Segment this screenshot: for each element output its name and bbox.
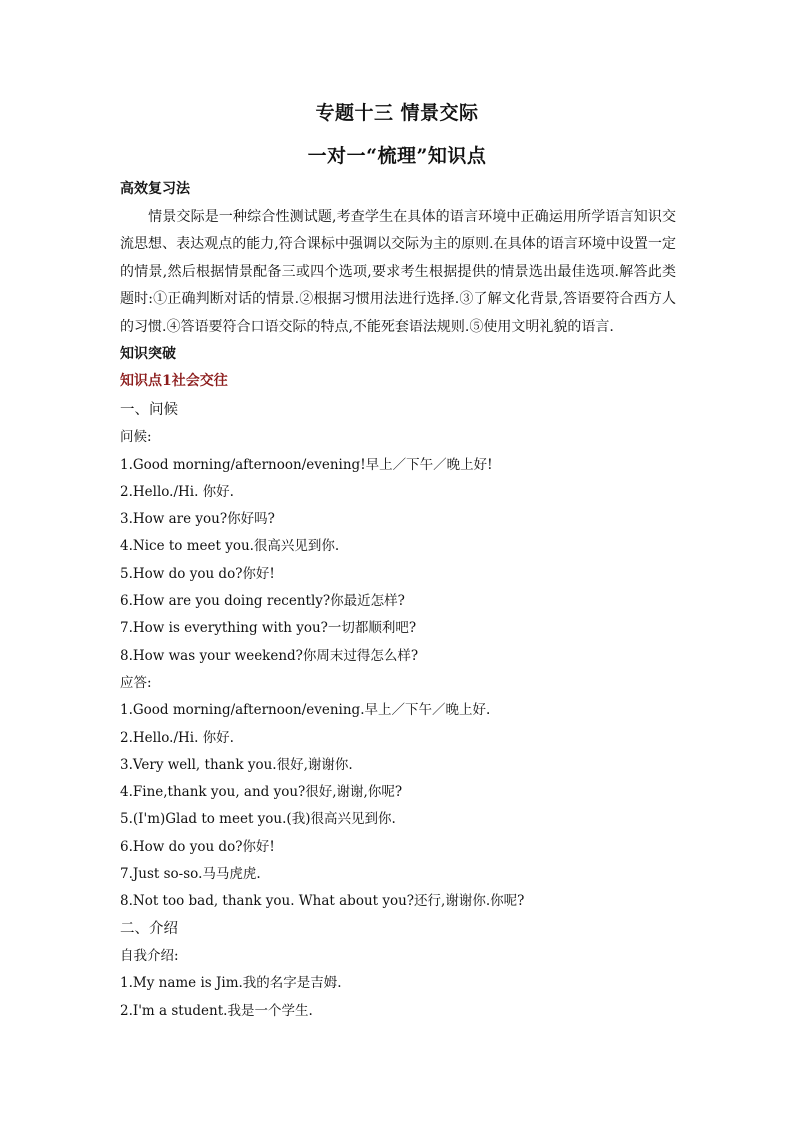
list-item: 3.How are you?你好吗? [120,511,275,528]
section-heading-introduction: 二、介绍 [120,920,178,937]
list-item: 3.Very well, thank you.很好,谢谢你. [120,756,353,773]
list-item: 2.I'm a student.我是一个学生. [120,1002,313,1019]
list-item: 7.Just so-so.马马虎虎. [120,866,261,883]
list-item: 8.How was your weekend?你周末过得怎么样? [120,647,419,664]
list-item: 2.Hello./Hi. 你好. [120,483,234,500]
list-item: 6.How are you doing recently?你最近怎样? [120,593,405,610]
list-item: 7.How is everything with you?一切都顺利吧? [120,620,417,637]
section-heading-greeting: 一、问候 [120,402,178,418]
list-item: 4.Nice to meet you.很高兴见到你. [120,538,340,555]
method-paragraph [120,204,676,341]
page-subtitle: 一对一“梳理”知识点 [307,145,487,167]
list-item: 8.Not too bad, thank you. What about you?还行,谢谢你.你呢? [120,893,525,910]
knowledge-point-heading: 知识点1社会交往 [120,373,228,389]
list-item: 1.Good morning/afternoon/evening!早上／下午／晚上好! [120,456,493,473]
list-item: 应答: [120,674,152,691]
list-item: 5.(I'm)Glad to meet you.(我)很高兴见到你. [120,811,396,828]
list-item: 6.How do you do?你好! [120,838,275,855]
list-item: 1.My name is Jim.我的名字是吉姆. [120,975,342,992]
list-item: 问候: [120,429,152,446]
method-heading: 高效复习法 [120,181,190,197]
list-item: 自我介绍: [120,947,179,964]
list-item: 5.How do you do?你好! [120,565,275,582]
list-item: 1.Good morning/afternoon/evening.早上／下午／晚上好. [120,702,491,719]
list-item: 2.Hello./Hi. 你好. [120,729,234,746]
list-item: 4.Fine,thank you, and you?很好,谢谢,你呢? [120,784,403,801]
page-title: 专题十三 情景交际 [315,102,479,124]
breakthrough-heading: 知识突破 [120,346,176,362]
method-paragraph-text: 情景交际是一种综合性测试题,考查学生在具体的语言环境中正确运用所学语言知识交流思想、表达观点的能力,符合课标中强调以交际为主的原则.在具体的语言环境中设置一定的情景,然后根据情景配备三或四个选项,要求考生根据提供的情景选出最佳选项.解答此类题时:①正确判断对话的情景.②根据习惯用法进行选择.③了解文化背景,答语要符合西方人的习惯.④答语要符合口语交际的特点,不能死套语法规则.⑤使用文明礼貌的语言. [120,209,676,335]
content-list [120,397,680,1025]
